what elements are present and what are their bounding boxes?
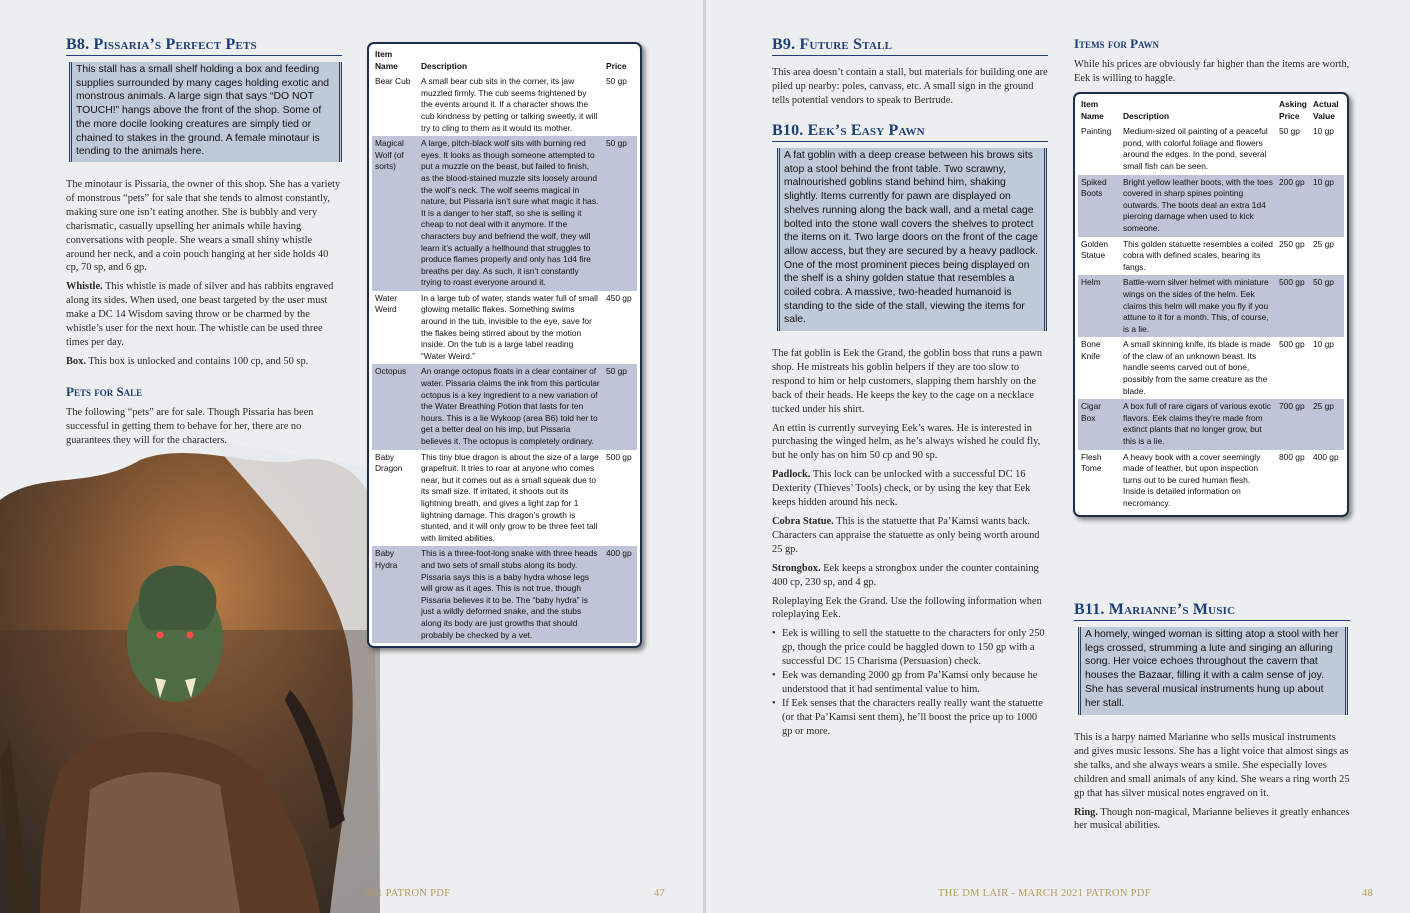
asking-price: 500 gp xyxy=(1279,339,1305,350)
table-row xyxy=(1078,237,1344,276)
item-desc: This is a three-foot-long snake with three heads and two sets of small stubs along its body. Pissaria says this is a baby hydra whose legs will grow as it ages. This is not true, though Pissaria believes it to be. The “baby hydra” is just a wildly deformed snake, and the stubs along its body are just growths that should probably be checked by a vet. xyxy=(418,546,603,643)
item-name: Flesh Tome xyxy=(1081,451,1102,474)
cobra-text: This is the statuette that Pa’Kamsi wants back. Characters can appraise the statuette as only being worth around 25 gp. xyxy=(772,515,1040,555)
item-name: Golden Statue xyxy=(1081,238,1109,261)
read-aloud-box-b10: A fat goblin with a deep crease between his brows sits atop a stool behind the front table. Two scrawny, malnourished goblins stand behind him, shaking slightly. Items currently for pawn are displayed on shelves running along the back wall, and a metal cage bolted into the stone wall covers the shelves to protect the items on it. Two large doors on the front of the cage allow access, but they are secured by a heavy padlock. One of the most prominent pieces being displayed on the shelf is a shiny golden statue that resembles a coiled cobra. A massive, two-headed humanoid is standing to the side of the stall, viewing the items for sale. xyxy=(777,148,1047,331)
pets-intro: The following “pets” are for sale. Though Pissaria has been successful in getting them to behave for her, there are no guarantees they will for the characters. xyxy=(66,407,314,446)
footer-left: 021 PATRON PDF xyxy=(366,888,451,899)
asking-price: 800 gp xyxy=(1279,451,1305,462)
table-row xyxy=(372,74,637,136)
items-intro: While his prices are obviously far higher than the items are worth, Eek is willing to haggle. xyxy=(1074,59,1350,84)
asking-price: 500 gp xyxy=(1276,275,1310,337)
item-price: 50 gp xyxy=(603,364,637,449)
item-name: Painting xyxy=(1081,126,1112,137)
col-description: Description xyxy=(1123,110,1170,121)
actual-value: 10 gp xyxy=(1310,175,1344,237)
orc-illustration xyxy=(0,440,380,913)
ring-paragraph xyxy=(1074,806,1350,834)
item-desc: A box full of rare cigars of various exotic flavors. Eek claims they’re made from extinct plants that no longer grow, but this is a lie. xyxy=(1120,399,1276,449)
section-title-b11: B11. Marianne’s Music xyxy=(1074,601,1350,621)
item-name: Magical Wolf (of sorts) xyxy=(372,136,418,291)
ring-label: Ring. xyxy=(1074,806,1098,818)
box-paragraph xyxy=(66,355,342,369)
table-row xyxy=(372,136,637,291)
b8-paragraph: The minotaur is Pissaria, the owner of this shop. She has a variety of monstrous “pets” for sale that she tends to almost constantly, making sure one isn’t eating another. She is bubbly and very charismatic, casually upselling her animals while having conversations with people. She wears a small shiny whistle around her neck, and a coin pouch hanging at her side holds 40 cp, 70 sp, and 6 gp. xyxy=(66,179,341,274)
actual-value: 400 gp xyxy=(1313,451,1339,462)
b10-body xyxy=(772,347,1048,739)
item-desc: Battle-worn silver helmet with miniature wings on the sides of the helm. Eek claims this helm will make you fly if you attune to it for a month. This, of course, is a lie. xyxy=(1120,275,1276,337)
item-desc: This golden statuette resembles a coiled cobra with defined scales, bearing its fangs. xyxy=(1123,238,1273,272)
item-desc: Bright yellow leather boots, with the toes covered in sharp spines pointing outwards. The boots deal an extra 1d4 piercing damage when used to kick someone. xyxy=(1120,175,1276,237)
table-row xyxy=(1078,124,1344,174)
pets-table xyxy=(367,42,642,648)
list-item: • Eek was demanding 2000 gp from Pa’Kamsi only because he understood that it had sentimental value to him. xyxy=(772,669,1048,697)
b11-body xyxy=(1074,731,1350,838)
table-row xyxy=(1078,450,1344,512)
item-desc: A small bear cub sits in the corner, its jaw muzzled firmly. The cub seems frightened by the events around it. If a character shows the cub kindness by petting or talking sweetly, it will try to cling to them as it would its mother. xyxy=(421,76,598,133)
roleplay-paragraph: Roleplaying Eek the Grand. Use the following information when roleplaying Eek. xyxy=(772,595,1042,621)
ring-text: Though non-magical, Marianne believes it greatly enhances her musical abilities. xyxy=(1074,806,1350,832)
b9-body: This area doesn’t contain a stall, but materials for building one are piled up nearby: poles, canvass, etc. A small sign in the ground tells potential vendors to speak to Bertrude. xyxy=(772,67,1048,106)
list-item: • Eek is willing to sell the statuette to the characters for only 250 gp, though the price could be haggled down to 150 gp with a successful DC 15 Charisma (Persuasion) check. xyxy=(772,627,1048,669)
item-price: 400 gp xyxy=(603,546,637,643)
col-item-name: Item Name xyxy=(1081,99,1104,121)
padlock-text: This lock can be unlocked with a successful DC 16 Dexterity (Thieves’ Tools) check, or by using the key that Eek keeps hidden around his neck. xyxy=(772,469,1031,509)
roleplay-list xyxy=(772,627,1048,738)
page-number-right: 48 xyxy=(1362,888,1374,899)
section-title-b10: B10. Eek’s Easy Pawn xyxy=(772,122,1048,142)
item-desc: A large, pitch-black wolf sits with burning red eyes. It looks as though someone attempted to put a muzzle on the beast, but failed to finish, as the blood-stained muzzle sits loosely around the wolf’s neck. The wolf seems magical in nature, but Pissaria isn’t sure what magic it has. It is a danger to her staff, so she is selling it cheap to not deal with it anymore. If the characters buy and befriend the wolf, they will learn it’s actually a hellhound that struggles to produce flames properly and only has 1d4 fire breaths per day. As such, it isn’t constantly trying to roast everyone around it. xyxy=(418,136,603,291)
actual-value: 50 gp xyxy=(1310,275,1344,337)
col-actual-value: Actual Value xyxy=(1313,99,1339,121)
actual-value: 25 gp xyxy=(1310,399,1344,449)
strongbox-paragraph xyxy=(772,562,1048,590)
table-row xyxy=(372,450,637,547)
col-description: Description xyxy=(421,60,468,71)
page-number-left: 47 xyxy=(654,888,666,899)
padlock-label: Padlock. xyxy=(772,469,811,481)
b8-body xyxy=(66,178,342,374)
section-title-b9: B9. Future Stall xyxy=(772,36,1048,56)
pawn-table-header xyxy=(1078,97,1344,124)
item-price: 50 gp xyxy=(603,136,637,291)
col-price: Price xyxy=(606,60,627,71)
footer-right: THE DM LAIR - MARCH 2021 PATRON PDF xyxy=(938,888,1151,899)
asking-price: 250 gp xyxy=(1279,238,1305,249)
asking-price: 700 gp xyxy=(1276,399,1310,449)
col-item-name: Item Name xyxy=(375,49,398,71)
strongbox-label: Strongbox. xyxy=(772,562,821,574)
item-price: 500 gp xyxy=(606,451,632,462)
whistle-paragraph xyxy=(66,280,342,350)
b11-paragraph: This is a harpy named Marianne who sells musical instruments and gives music lessons. She has a light voice that almost sings as she talks, and she always wears a smile. She especially loves children and small animals of any kind. She wears a ring worth 25 gp that has silver musical notes engraved on it. xyxy=(1074,732,1350,799)
pets-for-sale-title: Pets for Sale xyxy=(66,384,143,399)
left-page xyxy=(0,0,704,913)
item-desc: A heavy book with a cover seemingly made of leather, but upon inspection turns out to be cured human flesh. Inside is detailed information on necromancy. xyxy=(1123,451,1261,508)
item-desc: Medium-sized oil painting of a peaceful pond, with colorful foliage and flowers around the edges. In the pond, several small fish can be seen. xyxy=(1123,126,1268,171)
actual-value: 10 gp xyxy=(1313,126,1334,137)
item-name: Baby Dragon xyxy=(375,451,403,474)
b10-paragraph-2: An ettin is currently surveying Eek’s wares. He is interested in purchasing the winged helm, as he’s always wished he could fly, but he only has on him 50 cp and 90 sp. xyxy=(772,422,1041,462)
items-for-pawn-title: Items for Pawn xyxy=(1074,36,1160,51)
b10-paragraph-1: The fat goblin is Eek the Grand, the goblin boss that runs a pawn shop. He mistreats his goblin helpers if they are too slow to respond to him or help customers, slapping them harshly on the back of their heads. He keeps the key to the cage on a necklace tucked under his shirt. xyxy=(772,348,1043,415)
item-name: Bear Cub xyxy=(375,76,411,87)
asking-price: 200 gp xyxy=(1276,175,1310,237)
item-price: 450 gp xyxy=(606,292,632,303)
table-row xyxy=(1078,399,1344,449)
whistle-label: Whistle. xyxy=(66,281,103,293)
item-desc: In a large tub of water, stands water full of small glowing metallic flakes. Something swims around in the tub, invisible to the eye, save for the flakes being stirred about by the motion inside. On the tub is a large label reading “Water Weird.” xyxy=(421,292,598,361)
table-row xyxy=(1078,275,1344,337)
table-row xyxy=(1078,175,1344,237)
pets-table-header xyxy=(372,47,637,74)
table-row xyxy=(372,546,637,643)
item-price: 50 gp xyxy=(606,76,627,87)
item-name: Spiked Boots xyxy=(1078,175,1120,237)
item-name: Octopus xyxy=(372,364,418,449)
asking-price: 50 gp xyxy=(1279,126,1300,137)
padlock-paragraph xyxy=(772,468,1048,510)
right-page xyxy=(706,0,1410,913)
cobra-paragraph xyxy=(772,515,1048,557)
table-row xyxy=(1078,337,1344,399)
whistle-text: This whistle is made of silver and has rabbits engraved along its sides. When used, one beast targeted by the user must make a DC 14 Wisdom saving throw or be charmed by the whistle’s user for the next hour. The whistle can be used three times per day. xyxy=(66,281,334,348)
item-name: Baby Hydra xyxy=(372,546,418,643)
item-name: Cigar Box xyxy=(1078,399,1120,449)
section-title-b8: B8. Pissaria’s Perfect Pets xyxy=(66,36,342,56)
actual-value: 10 gp xyxy=(1313,339,1334,350)
box-label: Box. xyxy=(66,355,86,367)
table-row xyxy=(372,364,637,449)
strongbox-text: Eek keeps a strongbox under the counter containing 400 cp, 230 sp, and 4 gp. xyxy=(772,562,1039,588)
item-name: Water Weird xyxy=(375,292,398,315)
cobra-label: Cobra Statue. xyxy=(772,515,834,527)
table-row xyxy=(372,291,637,365)
item-name: Bone Knife xyxy=(1081,339,1101,361)
item-desc: This tiny blue dragon is about the size of a large grapefruit. It tries to roar at anyone who comes near, but it comes out as a small squeak due to its small size. If irritated, it shoots out its lightning breath, and gives a light zap for 1 lightning damage. This dragon’s growth is stunted, and it will only grow to be three feet tall with limited abilities. xyxy=(421,451,599,543)
read-aloud-box-b11: A homely, winged woman is sitting atop a stool with her legs crossed, strumming a lute and singing an alluring song. Her voice echoes throughout the cavern that houses the Bazaar, filling it with a calm sense of joy. She has several musical instruments hung up about her stall. xyxy=(1078,627,1348,715)
item-desc: An orange octopus floats in a clear container of water. Pissaria claims the ink from this particular octopus is a key ingredient to a new variation of the Water Breathing Potion that lasts for ten hours. This is a lie Wykoop (area B6) told her to get a better deal on his imp, but Pissaria believes it. The octopus is completely ordinary. xyxy=(418,364,603,449)
item-name: Helm xyxy=(1078,275,1120,337)
list-item: • If Eek senses that the characters really really want the statuette (or that Pa’Kamsi sent them), he’ll boost the price up to 1000 gp or more. xyxy=(772,697,1048,739)
pawn-table xyxy=(1073,92,1349,517)
actual-value: 25 gp xyxy=(1313,238,1334,249)
item-desc: A small skinning knife, its blade is made of the claw of an unknown beast. Its handle seems carved out of bone, possibly from the same creature as the blade. xyxy=(1123,339,1271,396)
box-text: This box is unlocked and contains 100 cp, and 50 sp. xyxy=(85,355,309,367)
col-asking-price: Asking Price xyxy=(1279,99,1307,121)
read-aloud-box-b8: This stall has a small shelf holding a box and feeding supplies surrounded by many cages holding exotic and monstrous animals. A large sign that says “DO NOT TOUCH!” hangs above the front of the shop. Some of the more docile looking creatures are simply tied or chained to stakes in the ground. A female minotaur is tending to the animals here. xyxy=(69,62,342,162)
